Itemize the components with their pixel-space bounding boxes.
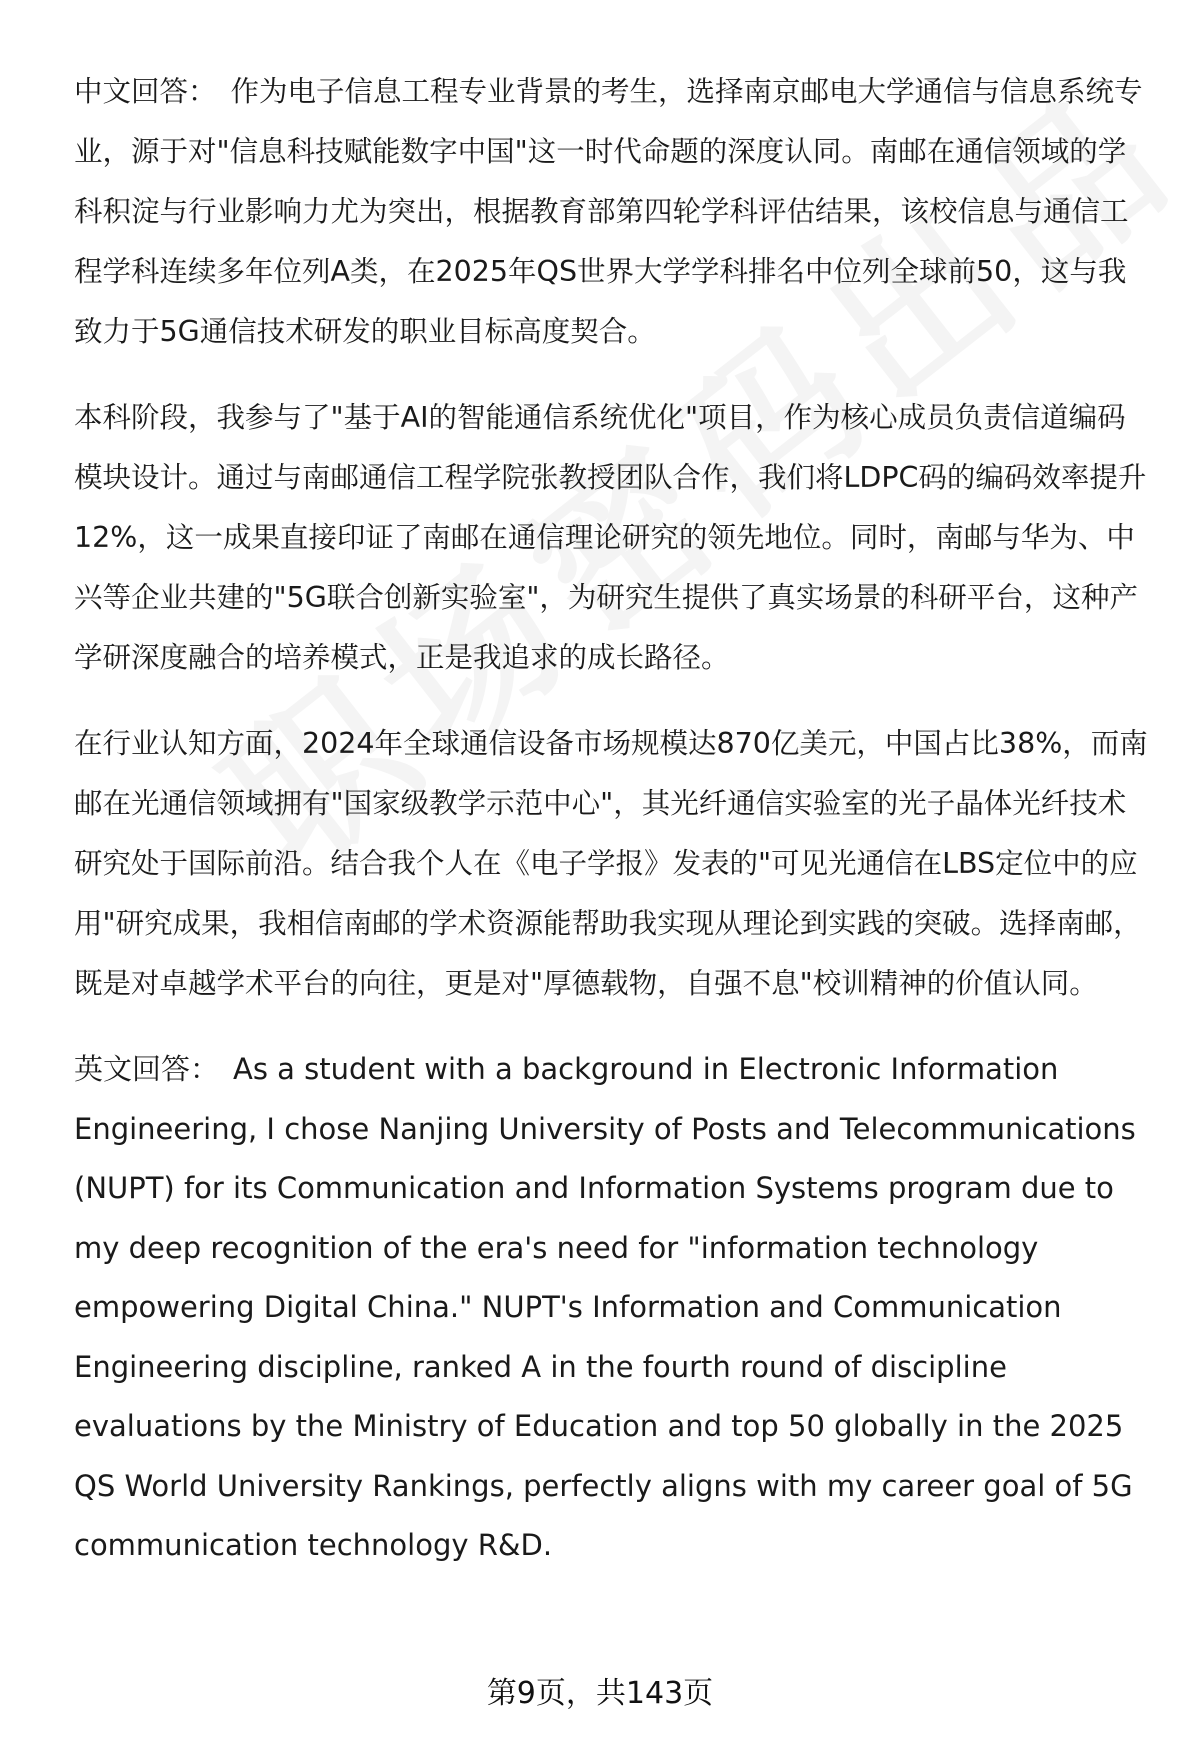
paragraph-chinese-answer-1 bbox=[74, 62, 1154, 362]
chinese-answer-label: 中文回答： bbox=[74, 75, 217, 108]
page-number-footer: 第9页，共143页 bbox=[486, 1676, 714, 1711]
paragraph-english-answer bbox=[74, 1040, 1154, 1576]
paragraph-chinese-answer-2 bbox=[74, 388, 1154, 688]
paragraph-text: 作为电子信息工程专业背景的考生，选择南京邮电大学通信与信息系统专业，源于对"信息科技赋能数字中国"这一时代命题的深度认同。南邮在通信领域的学科积淀与行业影响力尤为突出，根据教育部第四轮学科评估结果，该校信息与通信工程学科连续多年位列A类，在2025年QS世界大学学科排名中位列全球前50，这与我致力于5G通信技术研发的职业目标高度契合。 bbox=[74, 75, 1143, 348]
english-answer-label: 英文回答： bbox=[74, 1052, 220, 1086]
document-body bbox=[74, 62, 1154, 1602]
paragraph-text: As a student with a background in Electronic Information Engineering, I chose Nanjing University of Posts and Telecommunications (NUPT) for its Communication and Information Systems program due to my deep recognition of the era's need for "information technology empowering Digital China." NUPT's Information and Communication Engineering discipline, ranked A in the fourth round of discipline evaluations by the Ministry of Education and top 50 globally in the 2025 QS World University Rankings, perfectly aligns with my career goal of 5G communication technology R&D. bbox=[74, 1052, 1136, 1562]
paragraph-text: 本科阶段，我参与了"基于AI的智能通信系统优化"项目，作为核心成员负责信道编码模块设计。通过与南邮通信工程学院张教授团队合作，我们将LDPC码的编码效率提升12%，这一成果直接印证了南邮在通信理论研究的领先地位。同时，南邮与华为、中兴等企业共建的"5G联合创新实验室"，为研究生提供了真实场景的科研平台，这种产学研深度融合的培养模式，正是我追求的成长路径。 bbox=[74, 401, 1147, 674]
paragraph-chinese-answer-3 bbox=[74, 714, 1154, 1014]
paragraph-text: 在行业认知方面，2024年全球通信设备市场规模达870亿美元，中国占比38%，而南邮在光通信领域拥有"国家级教学示范中心"，其光纤通信实验室的光子晶体光纤技术研究处于国际前沿。结合我个人在《电子学报》发表的"可见光通信在LBS定位中的应用"研究成果，我相信南邮的学术资源能帮助我实现从理论到实践的突破。选择南邮，既是对卓越学术平台的向往，更是对"厚德载物，自强不息"校训精神的价值认同。 bbox=[74, 727, 1148, 1000]
